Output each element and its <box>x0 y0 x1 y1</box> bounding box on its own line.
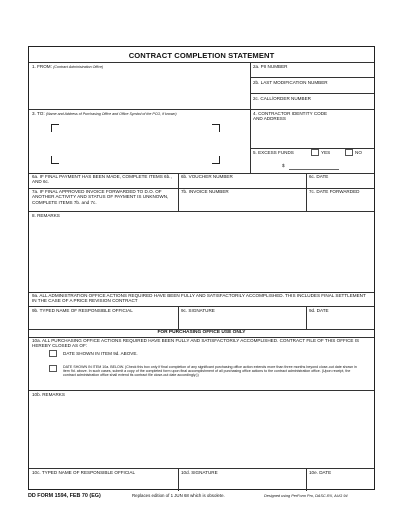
typed-name-10c-label: 10c. TYPED NAME OF RESPONSIBLE OFFICIAL <box>32 470 136 475</box>
to-hint: (Name and Address of Purchasing Office and Office Symbol of the PCO, if known) <box>45 112 177 116</box>
date-6c-label: 6c. DATE <box>309 174 329 179</box>
remarks-field[interactable] <box>32 213 60 218</box>
address-corner-bottom-left-icon <box>51 156 59 164</box>
designed-note: Designed using PerForm Pro, DASC-RX, AUG 94 <box>264 494 348 498</box>
from-field[interactable] <box>32 64 103 70</box>
invoice-forward-label: 7a. IF FINAL APPROVED INVOICE FORWARDED TO D.O. OF ANOTHER ACTIVITY AND STATUS OF PAYMENT IS UNKNOWN, COMPLETE ITEMS 7b. and 7c. <box>32 189 169 205</box>
piin-field[interactable] <box>253 64 287 69</box>
date-10e-label: 10e. DATE <box>309 470 332 475</box>
form-number: DD FORM 1594, FEB 70 (EG) <box>28 493 101 499</box>
date-forwarded-label: 7c. DATE FORWARDED <box>309 189 360 194</box>
excess-funds-yes-checkbox[interactable] <box>311 149 319 156</box>
invoice-number-field[interactable] <box>181 189 229 194</box>
date-shown-9d-label: DATE SHOWN IN ITEM 9d. ABOVE. <box>63 351 138 356</box>
from-label: 1. FROM: <box>32 64 52 69</box>
address-corner-top-left-icon <box>51 124 59 132</box>
piin-label: 2a. PII NUMBER <box>253 64 288 69</box>
voucher-field[interactable] <box>181 174 233 179</box>
typed-name-10c-field[interactable] <box>32 470 135 475</box>
excess-funds-no-checkbox[interactable] <box>345 149 353 156</box>
signature-9c-field[interactable] <box>181 308 215 313</box>
purchasing-statement: 10a. ALL PURCHASING OFFICE ACTIONS REQUIRED HAVE BEEN FULLY AND SATISFACTORILY ACCOMPLISHED. CONTRACT FILE OF THIS OFFICE IS HEREBY CLOSED AS OF: <box>32 338 360 349</box>
admin-actions-statement: 9a. ALL ADMINISTRATION OFFICE ACTIONS REQUIRED HAVE BEEN FULLY AND SATISFACTORILY ACCOMPLISHED. THIS INCLUDES FINAL SETTLEMENT IN THE CASE OF A PRICE REVISION CONTRACT <box>32 293 366 304</box>
invoice-number-label: 7b. INVOICE NUMBER <box>181 189 229 194</box>
voucher-label: 6b. VOUCHER NUMBER <box>181 174 233 179</box>
typed-name-9b-field[interactable] <box>32 308 133 313</box>
date-shown-10a-checkbox[interactable] <box>49 365 57 372</box>
contract-completion-form <box>28 46 375 490</box>
final-payment-label: 6a. IF FINAL PAYMENT HAS BEEN MADE, COMPLETE ITEMS 6b., AND 6c. <box>32 174 172 185</box>
date-6c-field[interactable] <box>309 174 328 179</box>
dollar-sign: $ <box>282 163 285 168</box>
last-mod-field[interactable] <box>253 80 328 85</box>
address-corner-top-right-icon <box>212 124 220 132</box>
replaces-note: Replaces edition of 1 JUN 68 which is obsolete. <box>132 493 225 498</box>
date-10e-field[interactable] <box>309 470 331 475</box>
call-order-field[interactable] <box>253 96 311 101</box>
date-shown-9d-checkbox[interactable] <box>49 350 57 357</box>
date-9d-label: 9d. DATE <box>309 308 329 313</box>
excess-funds-label: 5. EXCESS FUNDS <box>253 150 294 155</box>
last-mod-label: 2b. LAST MODIFICATION NUMBER <box>253 80 328 85</box>
from-hint: (Contract Administration Office) <box>53 65 104 69</box>
purchasing-section-heading: FOR PURCHASING OFFICE USE ONLY <box>157 330 246 335</box>
remarks-10b-label: 10b. REMARKS <box>32 392 65 397</box>
to-field[interactable] <box>32 111 177 117</box>
remarks-label: 8. REMARKS <box>32 213 60 218</box>
signature-10d-field[interactable] <box>181 470 218 475</box>
date-forwarded-field[interactable] <box>309 189 359 194</box>
call-order-label: 2c. CALL/ORDER NUMBER <box>253 96 311 101</box>
signature-9c-label: 9c. SIGNATURE <box>181 308 215 313</box>
contractor-label: 4. CONTRACTOR IDENTITY CODE AND ADDRESS <box>253 111 328 122</box>
form-title: CONTRACT COMPLETION STATEMENT <box>128 51 275 60</box>
to-label: 3. TO: <box>32 111 45 116</box>
excess-funds-yes-label: YES <box>321 150 331 155</box>
signature-10d-label: 10d. SIGNATURE <box>181 470 218 475</box>
excess-funds-amount-line[interactable] <box>289 169 339 170</box>
address-corner-bottom-right-icon <box>212 156 220 164</box>
remarks-10b-field[interactable] <box>32 392 65 397</box>
contractor-field[interactable] <box>253 111 328 122</box>
date-9d-field[interactable] <box>309 308 329 313</box>
typed-name-9b-label: 9b. TYPED NAME OF RESPONSIBLE OFFICIAL <box>32 308 133 313</box>
excess-funds-no-label: NO <box>355 150 362 155</box>
date-shown-10a-label: DATE SHOWN IN ITEM 10a. BELOW. (Check this box only if final completion of any significant purchasing office action extends more than three months beyond close-out date shown in item 9d. above. In such cases, submit a copy of the completed form upon final accomplishment of all purchasing office actions to the contract administration office. (Upon receipt, the contract administration office shall extend its contract file close-out date accordingly.)) <box>63 365 357 378</box>
